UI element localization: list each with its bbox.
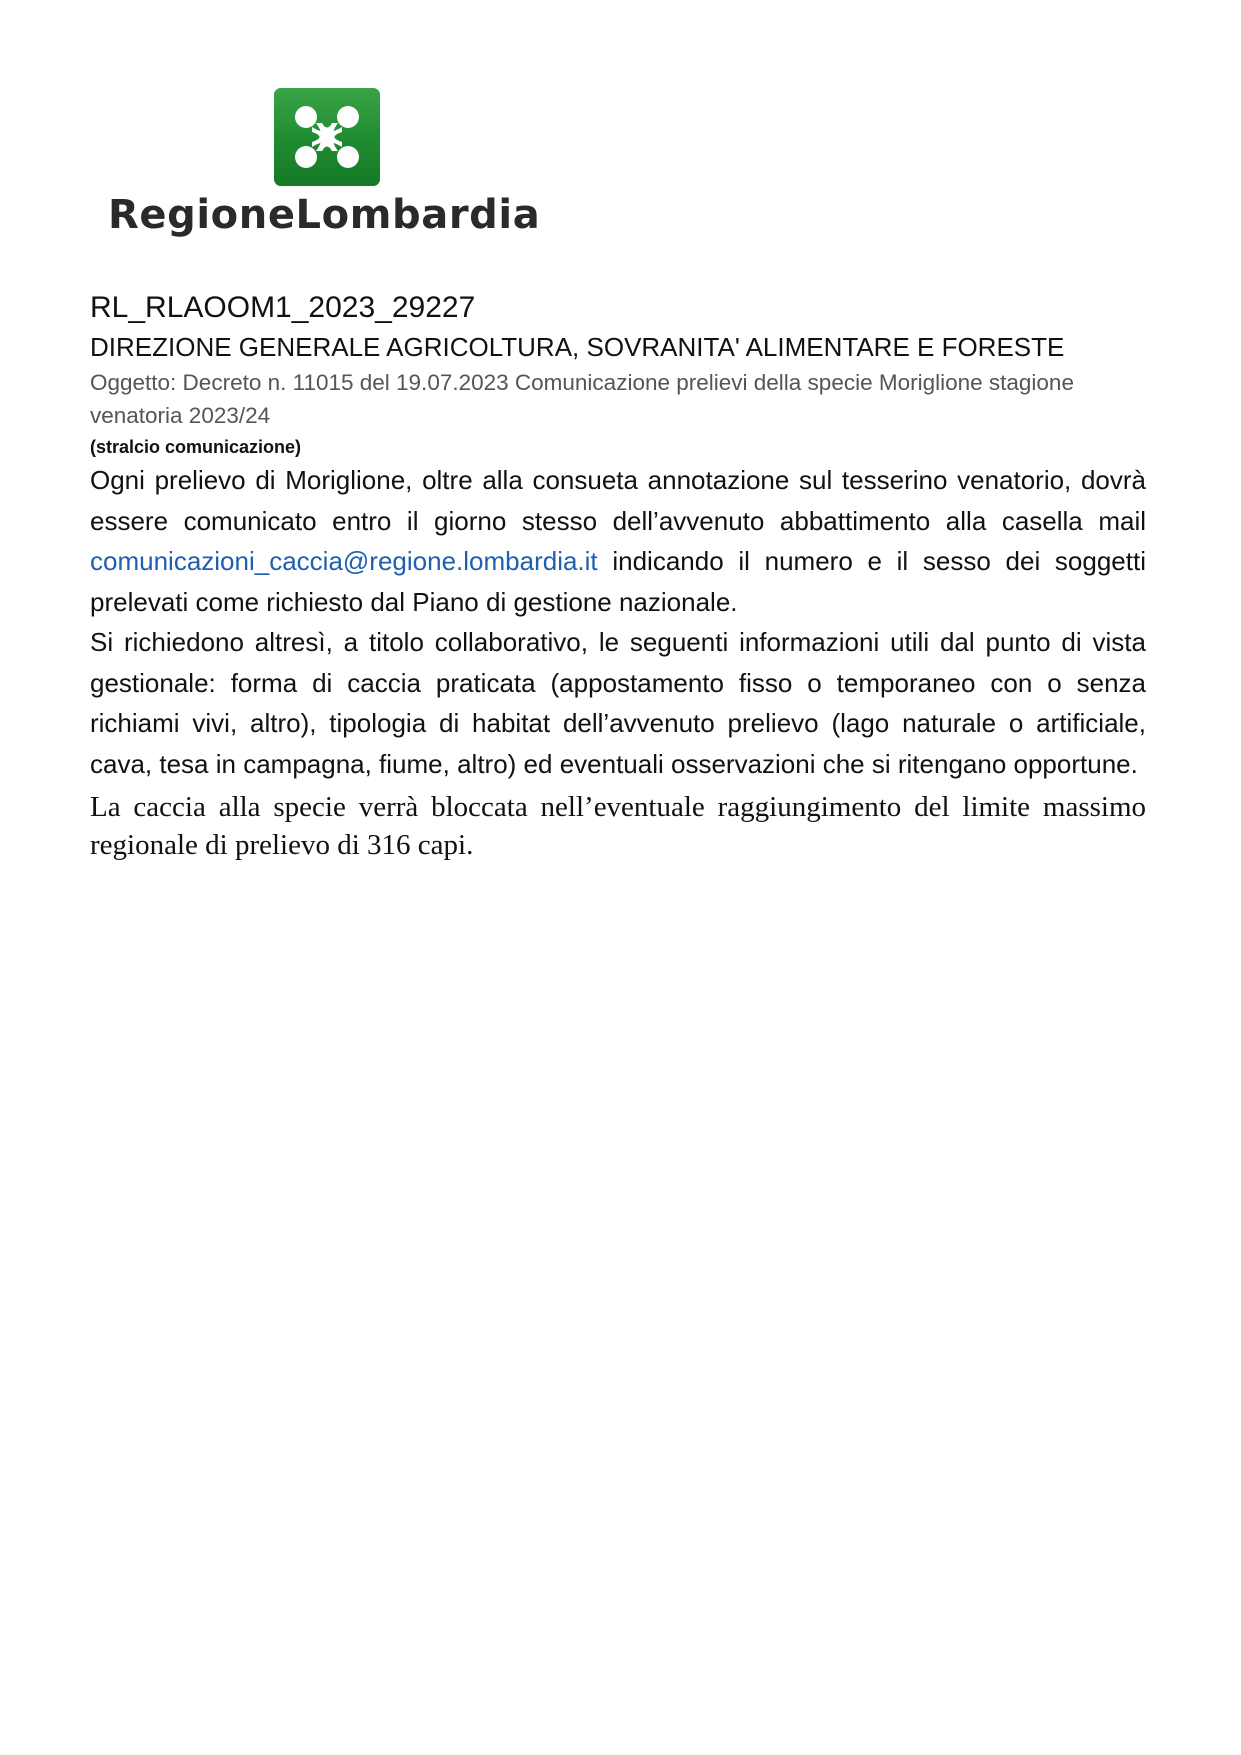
logo-wordmark: RegioneLombardia [108,192,541,238]
regione-lombardia-logo [108,88,548,248]
rosa-camuna-icon [274,88,380,186]
paragraph-1 [90,460,1146,622]
paragraph-2: Si richiedono altresì, a titolo collaborativo, le seguenti informazioni utili dal punto di vista gestionale: forma di caccia praticata (appostamento fisso o temporaneo con o senza richiami vivi, altro), tipologia di habitat dell’avvenuto prelievo (lago naturale o artificiale, cava, tesa in campagna, fiume, altro) ed eventuali osservazioni che si ritengano opportune. [90,627,1146,779]
email-link[interactable]: comunicazioni_caccia@regione.lombardia.it [90,546,598,576]
paragraph-1-text-start: Ogni prelievo di Moriglione, oltre alla consueta annotazione sul tesserino venatorio, dovrà essere comunicato entro il giorno stesso dell’avvenuto abbattimento alla casella mail [90,465,1146,536]
stralcio-note: (stralcio comunicazione) [90,437,302,457]
document-content [90,288,1146,864]
protocol-number: RL_RLAOOM1_2023_29227 [90,291,476,324]
paragraph-3: La caccia alla specie verrà bloccata nell’eventuale raggiungimento del limite massimo regionale di prelievo di 316 capi. [90,791,1146,861]
direzione-heading: DIREZIONE GENERALE AGRICOLTURA, SOVRANITA' ALIMENTARE E FORESTE [90,332,1065,362]
oggetto-subject: Oggetto: Decreto n. 11015 del 19.07.2023 Comunicazione prelievi della specie Moriglione stagione venatoria 2023/24 [90,370,1074,428]
paragraph-1-text-end: indicando il numero e il sesso dei soggetti prelevati come richiesto dal Piano di gestione nazionale. [90,546,1146,617]
